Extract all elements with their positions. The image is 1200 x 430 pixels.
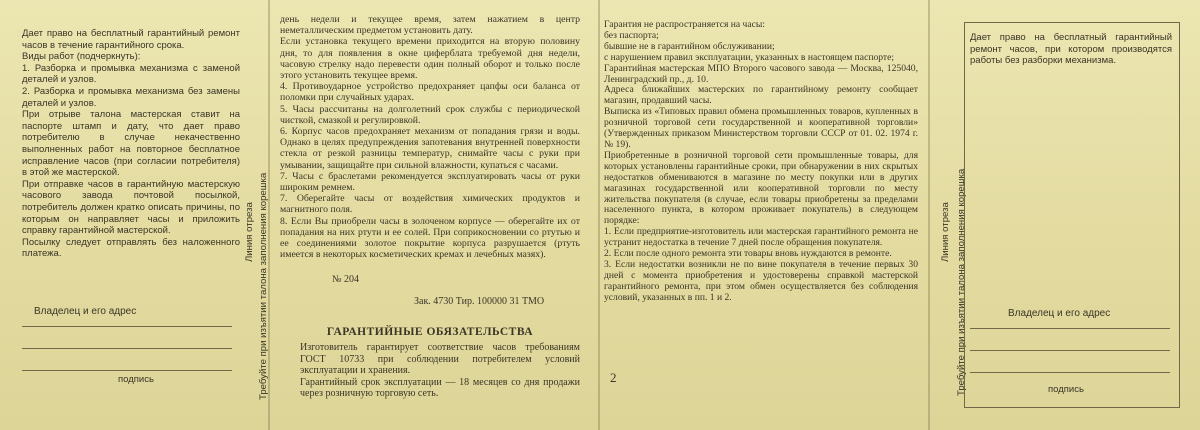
- fold-line: [928, 0, 930, 430]
- owner-line: [970, 328, 1170, 329]
- document-number: № 204: [332, 274, 360, 285]
- owner-line: [22, 370, 232, 371]
- left-owner-label: Владелец и его адрес: [34, 306, 137, 317]
- left-cut-line-label: Линия отреза: [244, 202, 255, 262]
- exchange-rules-panel: [604, 0, 918, 430]
- owner-line: [22, 348, 232, 349]
- right-cut-line-text: Требуйте при изъятии талона заполнения корешка: [956, 168, 967, 396]
- left-stub: [22, 0, 240, 430]
- owner-line: [970, 372, 1170, 373]
- instructions-text: день недели и текущее время, затем нажатием в центр неметаллическим предметом установить дату. Если установка текущего времени приходится на вторую половину дня, то для появления в окне циферблата требуемой дня недели, часовую стрелку надо перевести один полный оборот и только после этого установить текущее время. 4. Противоударное устройство предохраняет цапфы оси баланса от поломки при случайных ударах. 5. Часы рассчитаны на долголетний срок службы с периодической чисткой, смазкой и регулировкой. 6. Корпус часов предохраняет механизм от попадания грязи и воды. Однако в целях предупреждения запотевания внутренней поверхности стекла от резкой разницы температур, снимайте часы с руки при умывании, защищайте при сильной влажности, купаться с часами. 7. Часы с браслетами рекомендуется эксплуатировать часы от руки широким ремнем. 7. Оберегайте часы от воздействия химических продуктов и магнитного поля. 8. Если Вы приобрели часы в золоченом корпусе — оберегайте их от попадания на них ртути и ее солей. При соприкосновении со ртутью и ее соединениями золотое покрытие корпуса разрушается (ртуть имеется в некоторых косметических кремах и лечебных мазях).: [280, 14, 580, 261]
- page-number: 2: [610, 370, 617, 385]
- warranty-text: Изготовитель гарантирует соответствие часов требованиям ГОСТ 10733 при соблюдении потребителем условий эксплуатации и хранения. Гарантийный срок эксплуатации — 18 месяцев со дня продажи через розничную торговую сеть.: [300, 342, 580, 400]
- owner-line: [970, 350, 1170, 351]
- right-cut-line-label: Линия отреза: [940, 202, 951, 262]
- owner-line: [22, 326, 232, 327]
- left-signature-label: подпись: [118, 374, 154, 385]
- instructions-panel: [280, 0, 580, 430]
- right-stub: [964, 0, 1186, 430]
- exchange-rules-text: Гарантия не распространяется на часы: без паспорта; бывшие не в гарантийном обслуживании; с нарушением правил эксплуатации, указанных в настоящем паспорте; Гарантийная мастерская МПО Второго часового завода — Москва, 125040, Ленинградский пр., д. 10. Адреса ближайших мастерских по гарантийному ремонту сообщает магазин, продавший часы. Выписка из «Типовых правил обмена промышленных товаров, купленных в розничной торговой сети государственной и кооперативной торговли» (Утвержденных приказом Министерством торговли СССР от 01. 02. 1974 г. № 19). Приобретенные в розничной торговой сети промышленные товары, для которых установлены гарантийные сроки, при обнаружении в них скрытых недостатков обмениваются в магазине по месту покупки или в других магазинах государственной или кооперативной торговли по месту жительства покупателя (в случае, если товары приобретены за пределами населенного пункта, в котором проживает покупатель) в следующем порядке: 1. Если предприятие-изготовитель или мастерская гарантийного ремонта не устранит недостатка в течение 7 дней после обращения покупателя. 2. Если после одного ремонта эти товары вновь нуждаются в ремонте. 3. Если недостатки возникли не по вине покупателя в течение первых 30 дней с момента приобретения и удостоверены справкой мастерской гарантийного ремонта, при этом обмен осуществляется без соблюдения условий, указанных в пп. 1 и 2.: [604, 19, 918, 303]
- fold-line: [598, 0, 600, 430]
- warranty-heading: ГАРАНТИЙНЫЕ ОБЯЗАТЕЛЬСТВА: [326, 326, 534, 338]
- right-signature-label: подпись: [1048, 384, 1084, 395]
- right-stub-text: Дает право на бесплатный гарантийный ремонт часов, при котором производятся работы без разборки механизма.: [970, 32, 1172, 67]
- print-info: Зак. 4730 Тир. 100000 31 ТМО: [414, 296, 545, 307]
- left-stub-text: Дает право на бесплатный гарантийный ремонт часов в течение гарантийного срока. Виды работ (подчеркнуть): 1. Разборка и промывка механизма с заменой деталей и узлов. 2. Разборка и промывка механизма без замены деталей и узлов. При отрыве талона мастерская ставит на паспорте штамп и дату, что дает право потребителю в случае некачественно выполненных работ на повторное бесплатное исправление часов (при согласии потребителя) в этой же мастерской. При отправке часов в гарантийную мастерскую часового завода почтовой посылкой, потребитель должен кратко описать причины, по которым он направляет часы и приложить справку гарантийной мастерской. Посылку следует отправлять без наложенного платежа.: [22, 28, 240, 260]
- right-owner-label: Владелец и его адрес: [1008, 308, 1111, 319]
- left-cut-line-text: Требуйте при изъятии талона заполнения корешка: [258, 172, 269, 400]
